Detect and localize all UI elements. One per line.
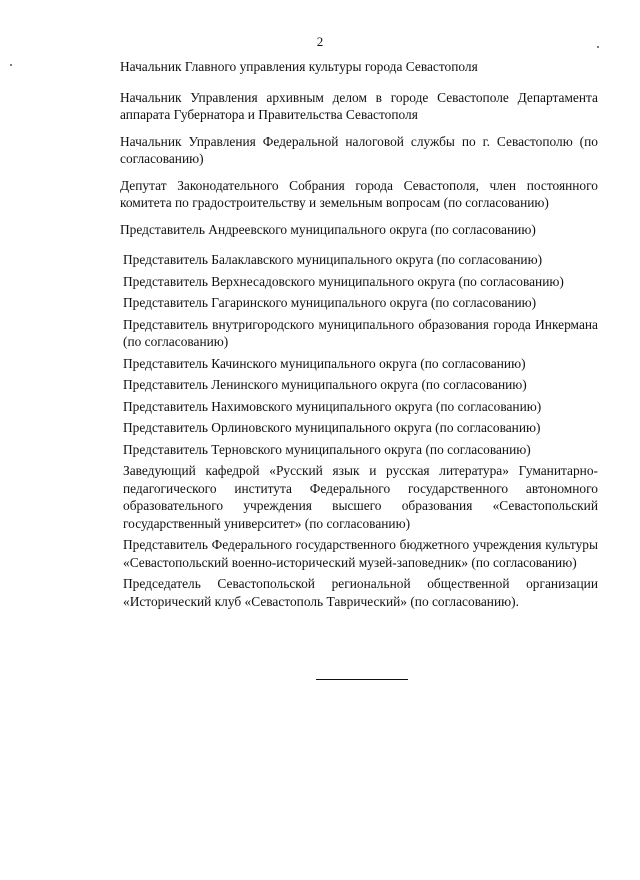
list-item: Представитель Гагаринского муниципального округа (по согласованию) <box>123 295 537 310</box>
scan-speck <box>597 46 599 48</box>
list-item: Депутат Законодательного Собрания города Севастополя, член постоянного комитета по градостроительству и земельным вопросам (по согласованию) <box>120 177 598 210</box>
list-item: Начальник Управления Федеральной налоговой службы по г. Севастополю (по согласованию) <box>120 133 598 166</box>
list-item: Представитель внутригородского муниципального образования города Инкермана (по согласованию) <box>123 316 598 349</box>
list-item: Представитель Балаклавского муниципального округа (по согласованию) <box>123 252 543 267</box>
closing-rule <box>316 679 408 680</box>
list-item: Заведующий кафедрой «Русский язык и русская литература» Гуманитарно-педагогического института Федерального государственного автономного образовательного учреждения высшего образования «Севастопольский государственный университет» (по согласованию) <box>123 463 598 531</box>
list-item: Представитель Качинского муниципального округа (по согласованию) <box>123 355 526 371</box>
page-number: 2 <box>316 34 324 49</box>
list-item: Представитель Терновского муниципального округа (по согласованию) <box>123 441 531 457</box>
list-item: Начальник Управления архивным делом в городе Севастополе Департамента аппарата Губернатора и Правительства Севастополя <box>120 89 598 122</box>
list-item: Представитель Федерального государственного бюджетного учреждения культуры «Севастопольский военно-исторический музей-заповедник» (по согласованию) <box>123 537 598 570</box>
list-item: Представитель Орлиновского муниципального округа (по согласованию) <box>123 420 541 435</box>
list-item: Представитель Ленинского муниципального округа (по согласованию) <box>123 377 527 392</box>
list-item: Представитель Верхнесадовского муниципального округа (по согласованию) <box>123 273 564 289</box>
member-list <box>120 58 598 610</box>
scan-speck <box>10 64 12 66</box>
list-item: Начальник Главного управления культуры города Севастополя <box>120 59 478 74</box>
list-item: Председатель Севастопольской региональной общественной организации «Исторический клуб «Севастополь Таврический» (по согласованию). <box>123 576 598 609</box>
list-item: Представитель Андреевского муниципального округа (по согласованию) <box>120 221 536 237</box>
list-item: Представитель Нахимовского муниципального округа (по согласованию) <box>123 398 542 414</box>
